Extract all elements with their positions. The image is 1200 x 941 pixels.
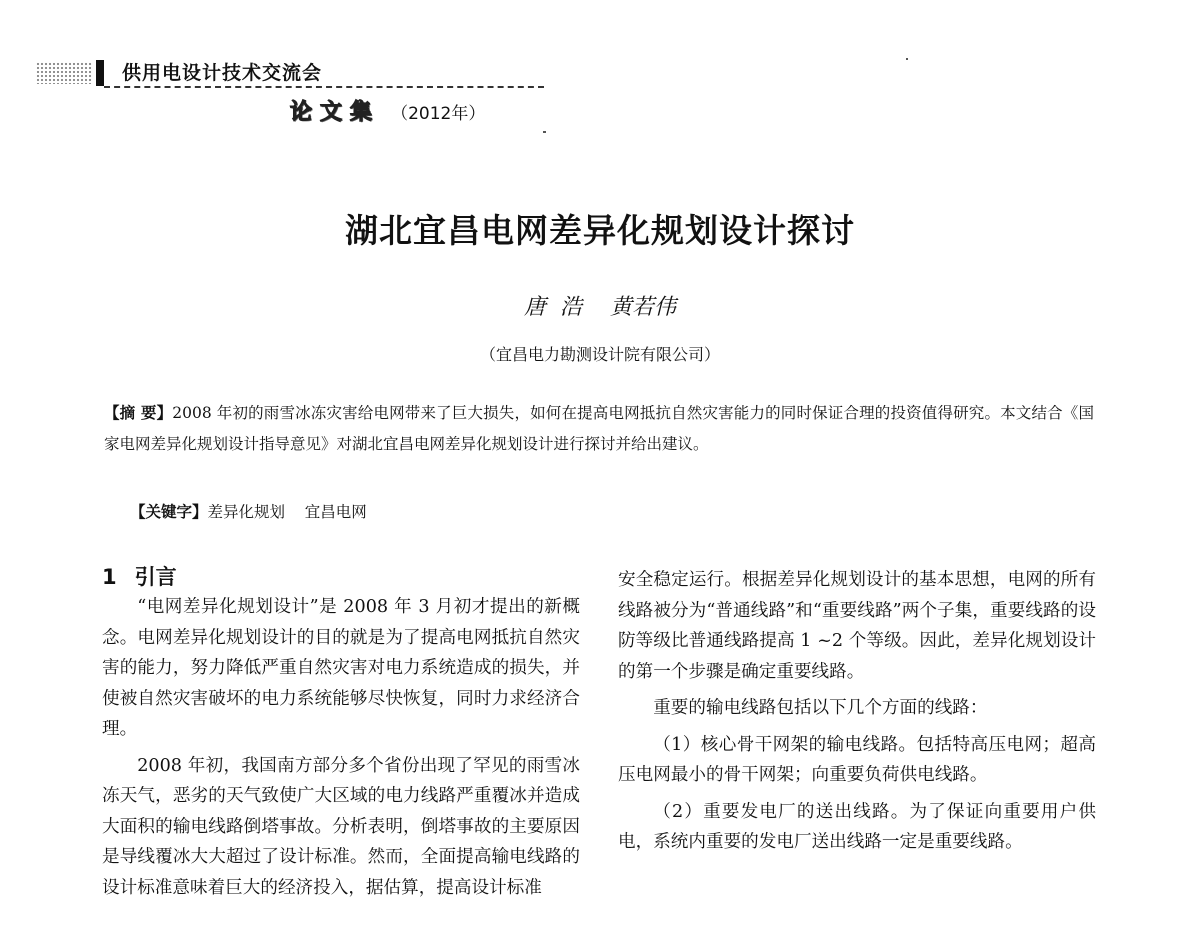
paper-title: 湖北宜昌电网差异化规划设计探讨 (345, 211, 855, 250)
paragraph: （1）核心骨干网架的输电线路。包括特高压电网；超高压电网最小的骨干网架；向重要负荷供电线路。 (618, 734, 1096, 785)
keywords-text: 差异化规划 宜昌电网 (207, 503, 367, 521)
paragraph: 重要的输电线路包括以下几个方面的线路： (653, 698, 988, 718)
header-dot-pattern (36, 62, 92, 84)
collection-label (290, 95, 485, 126)
author-affiliation: （宜昌电力勘测设计院有限公司） (479, 345, 720, 364)
scan-speck (906, 58, 908, 60)
paragraph: 2008 年初，我国南方部分多个省份出现了罕见的雨雪冰冻天气，恶劣的天气致使广大区域的电力线路严重覆冰并造成大面积的输电线路倒塔事故。分析表明，倒塔事故的主要原因是导线覆冰大大超过了设计标准。然而，全面提高输电线路的设计标准意味着巨大的经济投入，据估算，提高设计标准 (102, 755, 580, 898)
abstract-label: 【摘 要】 (104, 404, 173, 422)
header-dashed-rule (104, 86, 544, 88)
abstract-text: 2008 年初的雨雪冰冻灾害给电网带来了巨大损失，如何在提高电网抵抗自然灾害能力的同时保证合理的投资值得研究。本文结合《国家电网差异化规划设计指导意见》对湖北宜昌电网差异化规划设计进行探讨并给出建议。 (104, 404, 1094, 453)
right-column (618, 565, 1096, 858)
paper-authors: 唐 浩 黄若伟 (524, 295, 676, 320)
keywords-label: 【关键字】 (130, 503, 208, 521)
collection-title: 论文集 (290, 99, 381, 125)
header-bar (96, 60, 104, 86)
paragraph: 安全稳定运行。根据差异化规划设计的基本思想，电网的所有线路被分为“普通线路”和“重要线路”两个子集，重要线路的设防等级比普通线路提高 1 ~2 个等级。因此，差异化规划设计的第一个步骤是确定重要线路。 (618, 570, 1096, 682)
section-title: 引言 (134, 565, 177, 589)
collection-year: （2012年） (391, 104, 486, 124)
abstract (104, 398, 1094, 460)
conference-name: 供用电设计技术交流会 (122, 62, 323, 84)
section-number: 1 (102, 565, 117, 589)
keywords (130, 500, 367, 522)
left-column (102, 560, 580, 903)
paragraph: （2）重要发电厂的送出线路。为了保证向重要用户供电，系统内重要的发电厂送出线路一定是重要线路。 (618, 801, 1096, 852)
section-heading (102, 560, 580, 594)
paragraph: “电网差异化规划设计”是 2008 年 3 月初才提出的新概念。电网差异化规划设计的目的就是为了提高电网抵抗自然灾害的能力，努力降低严重自然灾害对电力系统造成的损失，并使被自然灾害破坏的电力系统能够尽快恢复，同时力求经济合理。 (102, 597, 580, 739)
scan-speck (543, 131, 546, 133)
running-header (30, 58, 520, 90)
